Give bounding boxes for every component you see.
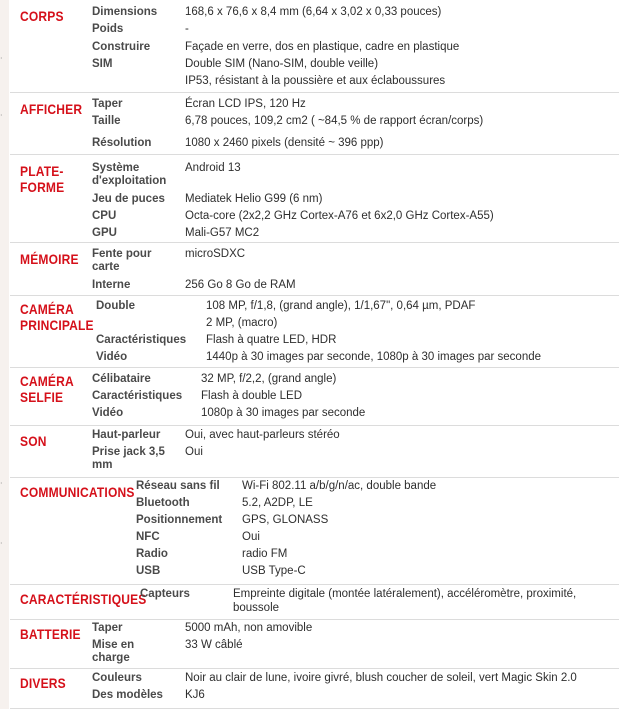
- section-title: CARACTÉRISTIQUES: [20, 591, 147, 607]
- spec-value: 1080 x 2460 pixels (densité ~ 396 ppp): [185, 137, 384, 149]
- spec-section-memoire: [10, 243, 619, 296]
- spec-value: Façade en verre, dos en plastique, cadre en plastique: [185, 41, 460, 53]
- section-title: COMMUNICATIONS: [20, 484, 135, 500]
- spec-label: Système: [92, 162, 140, 174]
- spec-label: NFC: [136, 531, 160, 543]
- spec-section-afficher: [10, 93, 619, 155]
- spec-value: IP53, résistant à la poussière et aux éclaboussures: [185, 75, 446, 87]
- spec-label: Caractéristiques: [96, 334, 187, 346]
- section-title: FORME: [20, 179, 65, 195]
- spec-label: Double: [96, 300, 135, 312]
- spec-label: Poids: [92, 23, 124, 35]
- spec-label: Mise en: [92, 639, 135, 651]
- spec-label: Bluetooth: [136, 497, 190, 509]
- spec-section-son: [10, 426, 619, 478]
- section-title: CAMÉRA: [20, 373, 74, 389]
- spec-value: microSDXC: [185, 248, 246, 260]
- spec-value: 6,78 pouces, 109,2 cm2 ( ~84,5 % de rapport écran/corps): [185, 115, 484, 127]
- spec-label: Interne: [92, 279, 131, 291]
- cropped-edge-mark: ·: [0, 54, 3, 63]
- spec-value: KJ6: [185, 689, 205, 701]
- spec-value: USB Type-C: [242, 565, 306, 577]
- spec-label: Taille: [92, 115, 121, 127]
- spec-section-caracteristiques: [10, 585, 619, 620]
- spec-value: 1440p à 30 images par seconde, 1080p à 30 images par seconde: [206, 351, 542, 363]
- spec-label: Haut-parleur: [92, 429, 161, 441]
- spec-value: radio FM: [242, 548, 288, 560]
- spec-section-plate-forme: [10, 155, 619, 243]
- section-title: PLATE-: [20, 163, 64, 179]
- spec-label: Dimensions: [92, 6, 158, 18]
- spec-value: Écran LCD IPS, 120 Hz: [185, 98, 306, 110]
- spec-value: 256 Go 8 Go de RAM: [185, 279, 296, 291]
- cropped-edge-mark: ·: [0, 479, 3, 488]
- section-title: BATTERIE: [20, 626, 81, 642]
- spec-label: CPU: [92, 210, 117, 222]
- section-title: CAMÉRA: [20, 301, 74, 317]
- spec-label: Caractéristiques: [92, 390, 183, 402]
- spec-value: 1080p à 30 images par seconde: [201, 407, 366, 419]
- spec-label: Taper: [92, 622, 123, 634]
- spec-value: 168,6 x 76,6 x 8,4 mm (6,64 x 3,02 x 0,33 pouces): [185, 6, 442, 18]
- spec-value: Flash à double LED: [201, 390, 303, 402]
- spec-label: charge: [92, 652, 130, 664]
- spec-value: boussole: [233, 602, 280, 614]
- spec-value: Noir au clair de lune, ivoire givré, blush coucher de soleil, vert Magic Skin 2.0: [185, 672, 577, 684]
- section-title: CORPS: [20, 8, 64, 24]
- spec-label: Fente pour: [92, 248, 152, 260]
- spec-label: Des modèles: [92, 689, 163, 701]
- spec-value: Android 13: [185, 162, 241, 174]
- spec-value: 5.2, A2DP, LE: [242, 497, 313, 509]
- spec-label: Réseau sans fil: [136, 480, 220, 492]
- spec-label: Jeu de puces: [92, 193, 165, 205]
- left-margin-strip: [0, 0, 9, 709]
- spec-value: Oui: [185, 446, 203, 458]
- spec-value: 2 MP, (macro): [206, 317, 278, 329]
- spec-section-batterie: [10, 620, 619, 669]
- spec-value: 33 W câblé: [185, 639, 243, 651]
- spec-section-corps: [10, 0, 619, 93]
- spec-value: Double SIM (Nano-SIM, double veille): [185, 58, 379, 70]
- spec-label: Vidéo: [92, 407, 124, 419]
- spec-value: Empreinte digitale (montée latéralement), accéléromètre, proximité,: [233, 588, 577, 600]
- spec-label: Vidéo: [96, 351, 128, 363]
- cropped-edge-mark: ·: [0, 539, 3, 548]
- spec-value: 32 MP, f/2,2, (grand angle): [201, 373, 337, 385]
- spec-value: Mali-G57 MC2: [185, 227, 260, 239]
- spec-value: Mediatek Helio G99 (6 nm): [185, 193, 323, 205]
- spec-label: d'exploitation: [92, 175, 167, 187]
- section-title: SON: [20, 433, 47, 449]
- spec-value: 108 MP, f/1,8, (grand angle), 1/1,67", 0,64 µm, PDAF: [206, 300, 476, 312]
- spec-value: Oui: [242, 531, 260, 543]
- cropped-edge-mark: ·: [0, 111, 3, 120]
- spec-label: SIM: [92, 58, 113, 70]
- spec-value: Wi-Fi 802.11 a/b/g/n/ac, double bande: [242, 480, 437, 492]
- spec-value: -: [185, 23, 189, 35]
- spec-value: Octa-core (2x2,2 GHz Cortex-A76 et 6x2,0 GHz Cortex-A55): [185, 210, 494, 222]
- spec-value: 5000 mAh, non amovible: [185, 622, 313, 634]
- spec-label: Taper: [92, 98, 123, 110]
- section-title: AFFICHER: [20, 101, 83, 117]
- spec-label: Radio: [136, 548, 168, 560]
- spec-section-communications: [10, 478, 619, 585]
- spec-label: Positionnement: [136, 514, 223, 526]
- spec-value: GPS, GLONASS: [242, 514, 329, 526]
- spec-label: GPU: [92, 227, 117, 239]
- section-title: SELFIE: [20, 389, 64, 405]
- spec-label: Construire: [92, 41, 151, 53]
- spec-label: mm: [92, 459, 113, 471]
- spec-section-camera-selfie: [10, 368, 619, 426]
- spec-label: Capteurs: [140, 588, 190, 600]
- spec-label: Résolution: [92, 137, 152, 149]
- spec-value: Oui, avec haut-parleurs stéréo: [185, 429, 340, 441]
- spec-section-divers: [10, 669, 619, 709]
- spec-label: Célibataire: [92, 373, 151, 385]
- spec-label: Prise jack 3,5: [92, 446, 165, 458]
- section-title: PRINCIPALE: [20, 317, 94, 333]
- spec-label: USB: [136, 565, 161, 577]
- spec-label: Couleurs: [92, 672, 142, 684]
- spec-section-camera-principale: [10, 296, 619, 368]
- spec-label: carte: [92, 261, 120, 273]
- spec-value: Flash à quatre LED, HDR: [206, 334, 337, 346]
- section-title: DIVERS: [20, 675, 66, 691]
- section-title: MÉMOIRE: [20, 251, 79, 267]
